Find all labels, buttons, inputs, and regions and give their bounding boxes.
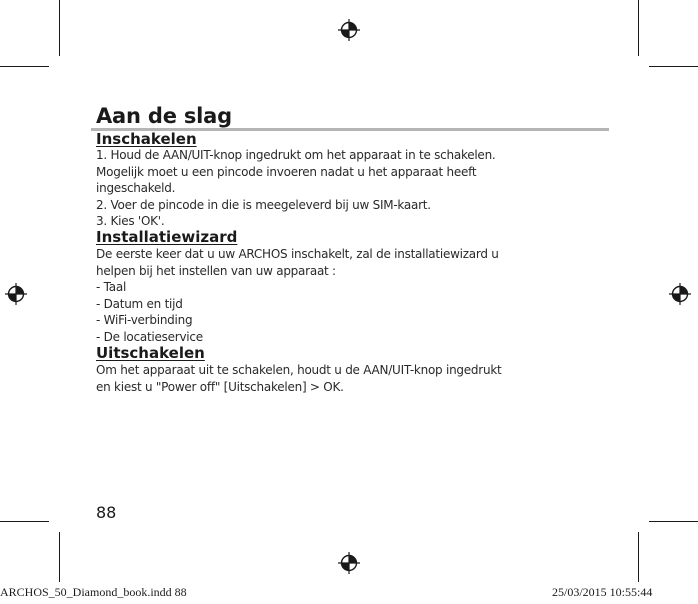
list-item: - WiFi-verbinding <box>96 313 193 327</box>
slug-timestamp: 25/03/2015 10:55:44 <box>552 585 653 599</box>
page-number: 88 <box>96 503 117 522</box>
paragraph-line: 1. Houd de AAN/UIT-knop ingedrukt om het apparaat in te schakelen. <box>96 148 496 162</box>
crop-mark-top-left-vertical <box>59 0 60 56</box>
paragraph-line: 2. Voer de pincode in die is meegeleverd bij uw SIM-kaart. <box>96 198 431 212</box>
paragraph-line: en kiest u "Power off" [Uitschakelen] > OK. <box>96 380 344 394</box>
paragraph-line: ingeschakeld. <box>96 181 176 195</box>
crop-mark-bottom-right-horizontal <box>649 521 698 522</box>
registration-mark-left-icon <box>5 283 27 305</box>
paragraph-line: 3. Kies 'OK'. <box>96 214 165 228</box>
crop-mark-bottom-left-horizontal <box>0 521 49 522</box>
registration-mark-top-icon <box>338 19 360 41</box>
paragraph-line: Mogelijk moet u een pincode invoeren nadat u het apparaat heeft <box>96 165 477 179</box>
section-heading-inschakelen: Inschakelen <box>96 130 197 148</box>
registration-mark-right-icon <box>669 283 691 305</box>
paragraph-line: Om het apparaat uit te schakelen, houdt u de AAN/UIT-knop ingedrukt <box>96 363 502 377</box>
crop-mark-bottom-left-vertical <box>59 532 60 582</box>
registration-mark-bottom-icon <box>338 552 360 574</box>
section-heading-installatiewizard: Installatiewizard <box>96 228 238 246</box>
list-item: - De locatieservice <box>96 330 203 344</box>
crop-mark-top-right-vertical <box>638 0 639 56</box>
page-title: Aan de slag <box>96 104 232 128</box>
paragraph-line: helpen bij het instellen van uw apparaat : <box>96 264 336 278</box>
crop-mark-top-right-horizontal <box>649 66 698 67</box>
list-item: - Datum en tijd <box>96 297 183 311</box>
list-item: - Taal <box>96 280 127 294</box>
crop-mark-bottom-right-vertical <box>638 532 639 582</box>
crop-mark-top-left-horizontal <box>0 66 49 67</box>
paragraph-line: De eerste keer dat u uw ARCHOS inschakelt, zal de installatiewizard u <box>96 247 499 261</box>
slug-filename: ARCHOS_50_Diamond_book.indd 88 <box>0 585 187 599</box>
section-heading-uitschakelen: Uitschakelen <box>96 344 205 362</box>
